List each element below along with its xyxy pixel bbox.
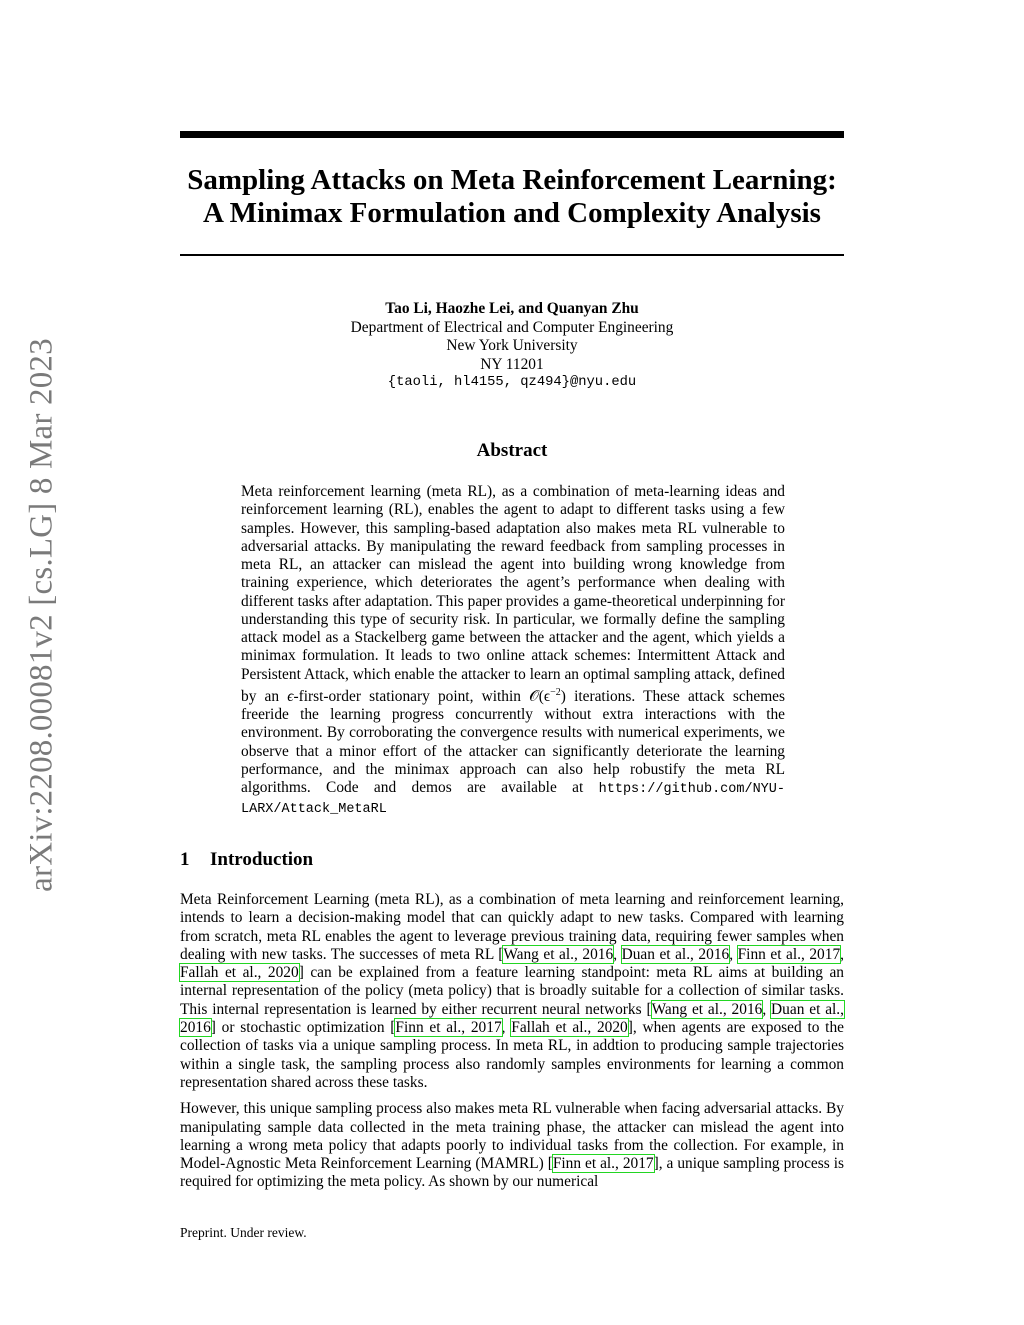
author-department: Department of Electrical and Computer Engineering [350, 318, 674, 336]
intro-paragraph-1: Meta Reinforcement Learning (meta RL), as a combination of meta learning and reinforcement learning, intends to learn a decision-making model that can quickly adapt to new tasks. Compared with learning from scratch, meta RL enables the agent to leverage previous training data, requiring fewer samples when dealing with new tasks. The successes of meta RL [Wang et al., 2016, Duan et al., 2016, Finn et al., 2017, Fallah et al., 2020] can be explained from a feature learning standpoint: meta RL aims at building an internal representation of the policy (meta policy) that is broadly suitable for a collection of similar tasks. This internal representation is learned by either recurrent neural networks [Wang et al., 2016, Duan et al., 2016] or stochastic optimization [Finn et al., 2017, Fallah et al., 2020], when agents are exposed to the collection of tasks via a unique sampling process. In meta RL, in addtion to producing sample trajectories within a single task, the sampling process also randomly samples environments for learning a common representation shared across these tasks. [180, 891, 844, 1091]
introduction-body [180, 891, 844, 1200]
section-title: Introduction [210, 849, 314, 870]
abstract-heading: Abstract [476, 440, 548, 461]
author-emails: {taoli, hl4155, qz494}@nyu.edu [387, 375, 637, 390]
section-heading-introduction [180, 849, 313, 871]
citation-fallah-2020[interactable]: Fallah et al., 2020 [180, 964, 299, 982]
section-number: 1 [180, 849, 190, 870]
author-location: NY 11201 [480, 355, 544, 373]
paper-title [180, 164, 844, 230]
citation-wang-2016[interactable]: Wang et al., 2016 [503, 945, 614, 963]
intro-paragraph-2: However, this unique sampling process also makes meta RL vulnerable when facing adversarial attacks. By manipulating sample data collected in the meta training phase, the attacker can mislead the agent into learning a wrong meta policy that adapts poorly to individual tasks from the collection. For example, in Model-Agnostic Meta Reinforcement Learning (MAMRL) [Finn et al., 2017], a unique sampling process is required for optimizing the meta policy. As shown by our numerical [180, 1100, 844, 1191]
citation-finn-2017[interactable]: Finn et al., 2017 [552, 1155, 654, 1173]
abstract-text: Meta reinforcement learning (meta RL), as a combination of meta-learning ideas and reinforcement learning (RL), enables the agent to adapt to different tasks using a few samples. However, this sampling-based adaptation also makes meta RL vulnerable to adversarial attacks. By manipulating the reward feedback from sampling processes in meta RL, an attacker can mislead the agent into building wrong knowledge from training experience, which deteriorates the agent’s performance when dealing with different tasks after adaptation. This paper provides a game-theoretical underpinning for understanding this type of security risk. In particular, we formally define the sampling attack model as a Stackelberg game between the attacker and the agent, which yields a minimax formulation. It leads to two online attack schemes: Intermittent Attack and Persistent Attack, which enable the attacker to learn an optimal sampling attack, defined by an ϵ-first-order stationary point, within $𝒪(\epsilon^{-2})$ iterations. These attack schemes freeride the learning progress concurrently without extra interactions with the environment. By corroborating the convergence results with numerical experiments, we observe that a minor effort of the attacker can significantly deteriorate the learning performance, and the minimax approach can also help robustify the meta RL algorithms. Code and demos are available at https://github.com/NYU-LARX/Attack_MetaRL [241, 483, 785, 818]
author-block [180, 300, 844, 393]
arxiv-identifier: arXiv:2208.00081v2 [cs.LG] 8 Mar 2023 [23, 338, 60, 892]
preprint-footer: Preprint. Under review. [180, 1225, 307, 1240]
title-bottom-rule [180, 254, 844, 256]
title-top-rule [180, 131, 844, 138]
title-line-2: A Minimax Formulation and Complexity Analysis [203, 197, 821, 229]
author-names: Tao Li, Haozhe Lei, and Quanyan Zhu [385, 300, 639, 317]
citation-finn-2017[interactable]: Finn et al., 2017 [395, 1019, 502, 1037]
code-url-link[interactable]: https://github.com/NYU-LARX/Attack_MetaRL [241, 782, 785, 818]
citation-duan-2016[interactable]: Duan et al., 2016 [180, 1000, 844, 1037]
citation-fallah-2020[interactable]: Fallah et al., 2020 [511, 1019, 628, 1037]
epsilon-symbol: ϵ [287, 687, 294, 705]
title-line-1: Sampling Attacks on Meta Reinforcement Learning: [187, 164, 837, 196]
author-university: New York University [446, 337, 578, 354]
complexity-expression: $𝒪(\epsilon^{-2})$ [529, 686, 566, 705]
citation-wang-2016[interactable]: Wang et al., 2016 [651, 1000, 763, 1018]
citation-finn-2017[interactable]: Finn et al., 2017 [737, 945, 841, 963]
citation-duan-2016[interactable]: Duan et al., 2016 [621, 945, 730, 963]
